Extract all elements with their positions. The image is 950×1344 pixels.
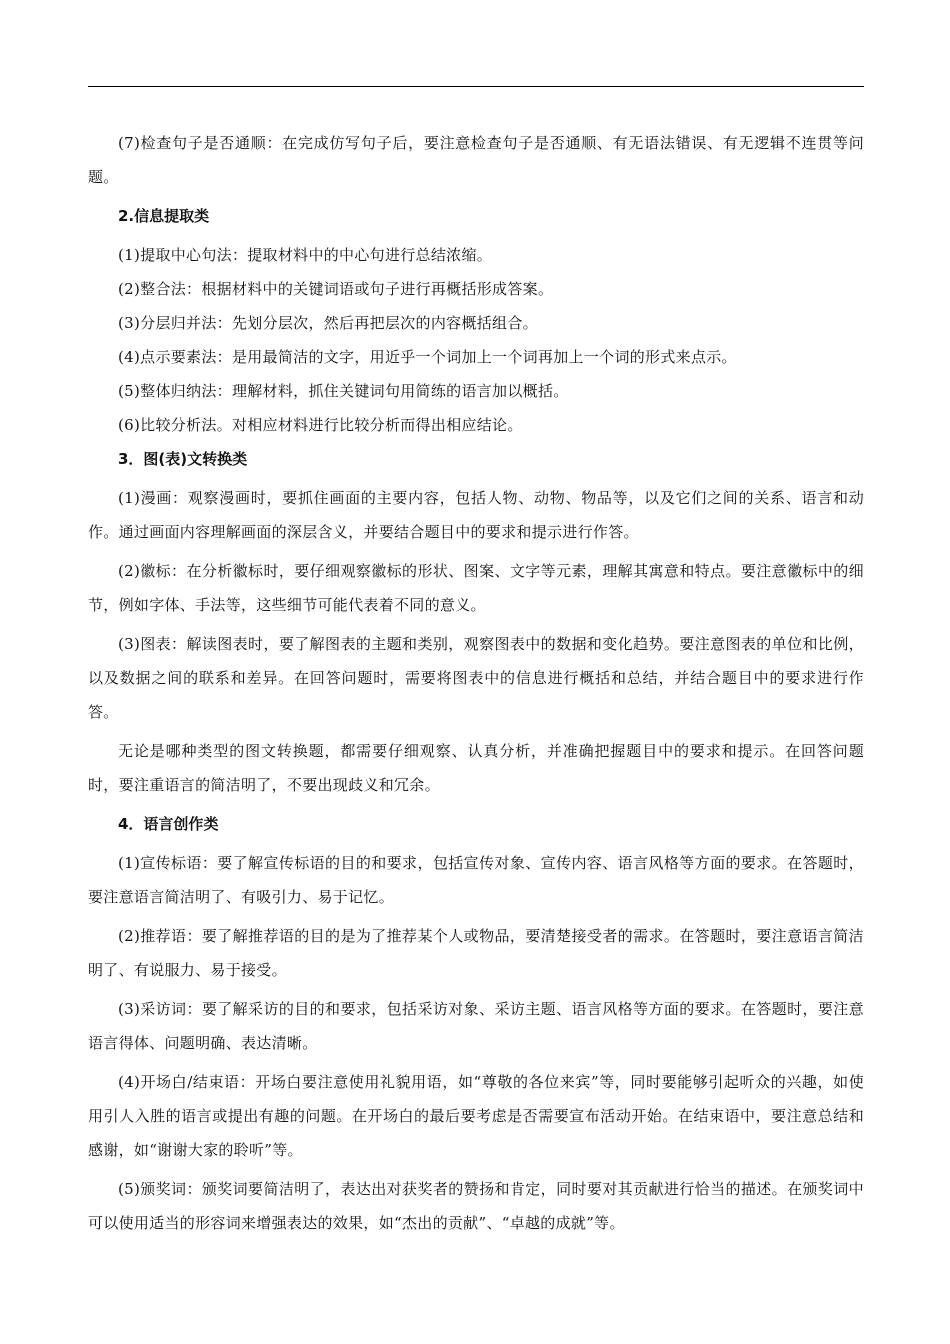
paragraph-slogan: (1)宣传标语：要了解宣传标语的目的和要求，包括宣传对象、宣传内容、语言风格等方面的要求。在答题时，要注意语言简洁明了、有吸引力、易于记忆。 [88,854,864,906]
paragraph-extract-center: (1)提取中心句法：提取材料中的中心句进行总结浓缩。 [118,246,493,264]
section-heading-chart-conversion: 3．图(表)文转换类 [118,450,248,468]
paragraph-key-elements: (4)点示要素法：是用最简洁的文字，用近乎一个词加上一个词再加上一个词的形式来点示。 [118,348,737,366]
paragraph-award-speech: (5)颁奖词：颁奖词要简洁明了，表达出对获奖者的赞扬和肯定，同时要对其贡献进行恰当的描述。在颁奖词中可以使用适当的形容词来增强表达的效果，如“杰出的贡献”、“卓越的成就”等。 [88,1180,864,1232]
paragraph-check-sentence: (7)检查句子是否通顺：在完成仿写句子后，要注意检查句子是否通顺、有无语法错误、有无逻辑不连贯等问题。 [88,134,864,186]
paragraph-summary: 无论是哪种类型的图文转换题，都需要仔细观察、认真分析，并准确把握题目中的要求和提示。在回答问题时，要注重语言的简洁明了，不要出现歧义和冗余。 [88,742,864,794]
paragraph-opening-closing: (4)开场白/结束语：开场白要注意使用礼貌用语，如“尊敬的各位来宾”等，同时要能够引起听众的兴趣，如使用引人入胜的语言或提出有趣的问题。在开场白的最后要考虑是否需要宣布活动开始。在结束语中，要注意总结和感谢，如“谢谢大家的聆听”等。 [88,1073,864,1159]
paragraph-layering: (3)分层归并法：先划分层次，然后再把层次的内容概括组合。 [118,314,538,332]
paragraph-chart: (3)图表：解读图表时，要了解图表的主题和类别，观察图表中的数据和变化趋势。要注意图表的单位和比例，以及数据之间的联系和差异。在回答问题时，需要将图表中的信息进行概括和总结，并结合题目中的要求进行作答。 [88,635,864,721]
section-heading-info-extraction: 2.信息提取类 [118,207,210,225]
paragraph-comic: (1)漫画：观察漫画时，要抓住画面的主要内容，包括人物、动物、物品等，以及它们之间的关系、语言和动作。通过画面内容理解画面的深层含义，并要结合题目中的要求和提示进行作答。 [88,489,864,541]
paragraph-recommendation: (2)推荐语：要了解推荐语的目的是为了推荐某个人或物品，要清楚接受者的需求。在答题时，要注意语言简洁明了、有说服力、易于接受。 [88,927,864,979]
document-body [88,126,864,1245]
paragraph-interview: (3)采访词：要了解采访的目的和要求，包括采访对象、采访主题、语言风格等方面的要求。在答题时，要注意语言得体、问题明确、表达清晰。 [88,1000,864,1052]
paragraph-overall-induction: (5)整体归纳法：理解材料，抓住关键词句用简练的语言加以概括。 [118,382,569,400]
paragraph-integration: (2)整合法：根据材料中的关键词语或句子进行再概括形成答案。 [118,280,554,298]
paragraph-logo: (2)徽标：在分析徽标时，要仔细观察徽标的形状、图案、文字等元素，理解其寓意和特点。要注意徽标中的细节，例如字体、手法等，这些细节可能代表着不同的意义。 [88,562,864,614]
paragraph-comparison: (6)比较分析法。对相应材料进行比较分析而得出相应结论。 [118,416,523,434]
header-rule [88,86,864,87]
section-heading-language-creation: 4．语言创作类 [118,815,219,833]
